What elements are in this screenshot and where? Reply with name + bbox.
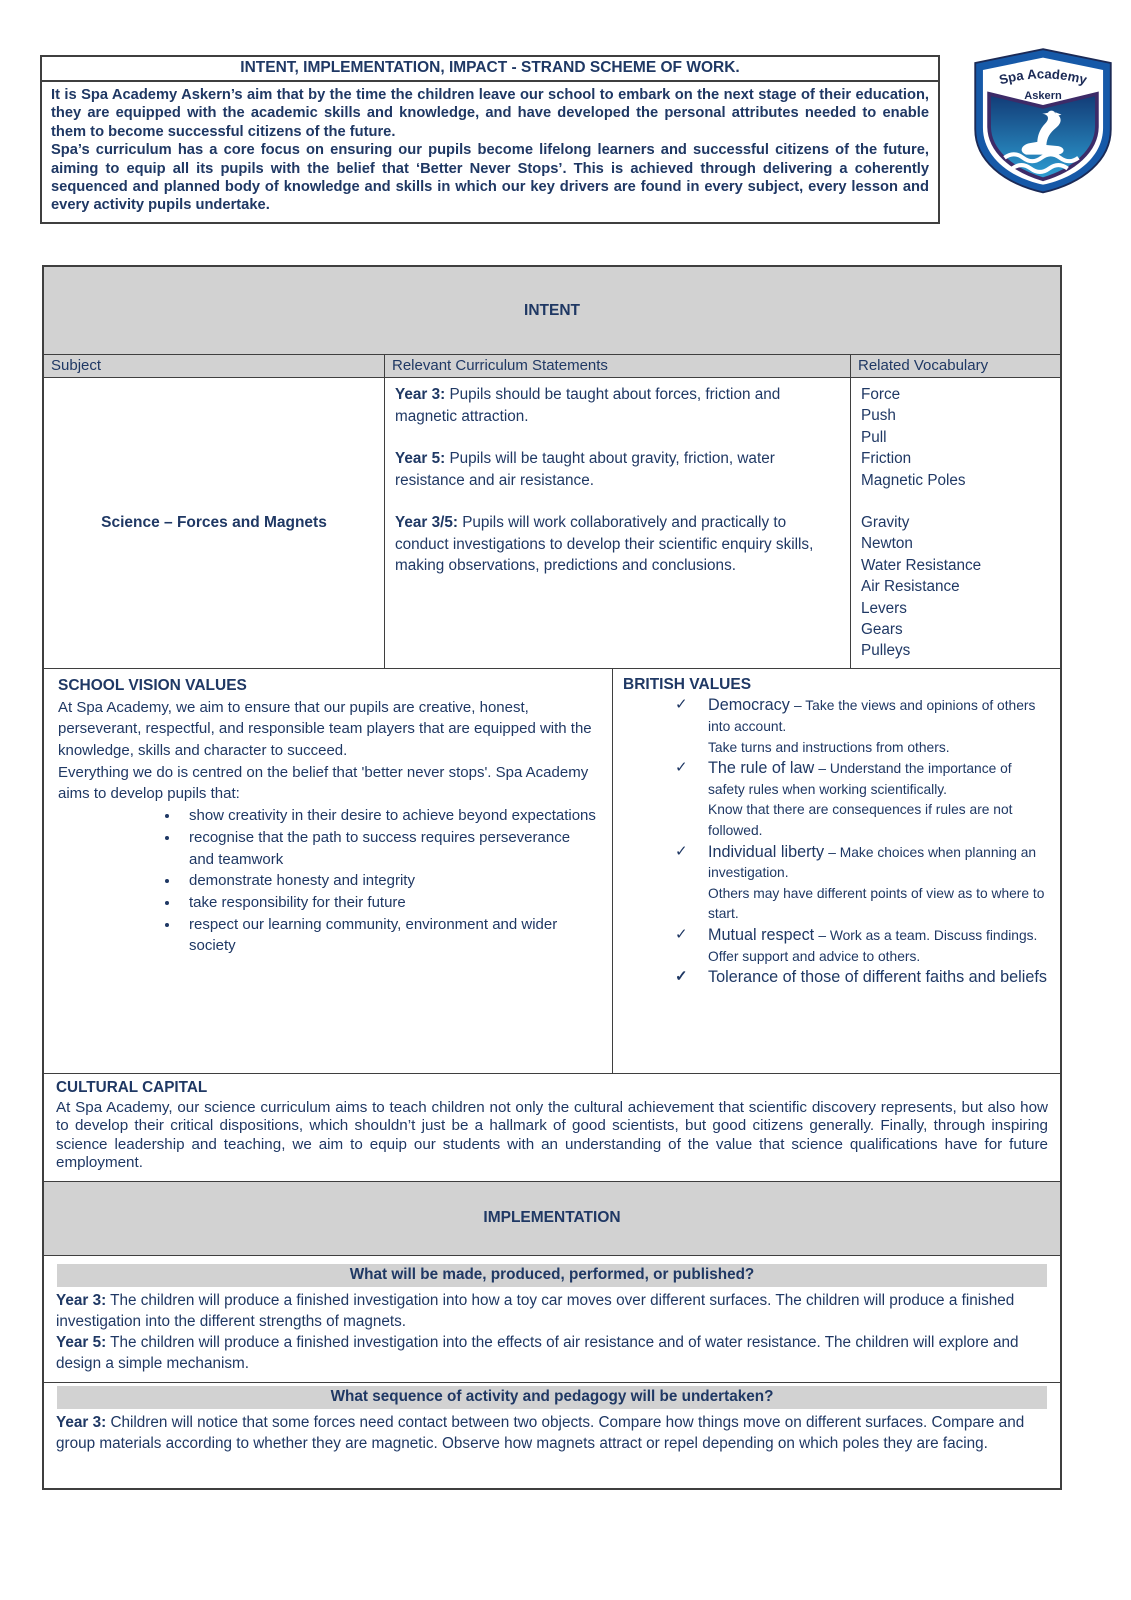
aim-paragraph-2: Spa’s curriculum has a core focus on ensuring our pupils become lifelong learners and successful citizens of the future, aiming to equip all its pupils with the belief that ‘Better Never Stops’. This is achieved through delivering a coherently sequenced and planned body of knowledge and skills in which our key drivers are found in every subject, every lesson and every activity pupils undertake. [51, 142, 929, 214]
vision-bullet-list [58, 805, 599, 957]
intent-banner: INTENT [44, 267, 1060, 355]
column-header-subject: Subject [44, 355, 385, 377]
checkmark-icon: ✓ [675, 968, 688, 986]
subject-cell: Science – Forces and Magnets [44, 378, 385, 668]
column-header-related-vocabulary: Related Vocabulary [858, 357, 989, 374]
checkmark-icon: ✓ [675, 926, 688, 943]
scheme-of-work-table [42, 265, 1062, 1490]
cultural-capital-section [44, 1074, 1060, 1182]
school-crest-logo [966, 46, 1120, 194]
vision-bullet: • show creativity in their desire to achieve beyond expectations [180, 805, 599, 827]
vocab-item: Gravity [861, 514, 910, 532]
british-value-rule-of-law: ✓ The rule of law – Understand the importance of safety rules when working scientifically. Know that there are consequences if rules are not followed. [623, 758, 1052, 841]
q1-year5: Year 5: The children will produce a finished investigation into the effects of air resistance and of water resistance. The children will explore and design a simple mechanism. [56, 1334, 1019, 1373]
swan-shield-icon [966, 46, 1120, 194]
school-vision-values-cell [44, 669, 613, 1073]
british-value-mutual-respect: ✓ Mutual respect – Work as a team. Discuss findings. Offer support and advice to others. [623, 925, 1052, 967]
vision-bullet: • demonstrate honesty and integrity [180, 870, 599, 892]
statement-year5: Year 5: Pupils will be taught about gravity, friction, water resistance and air resistance. [395, 450, 775, 489]
vision-paragraph-2: Everything we do is centred on the belief that 'better never stops'. Spa Academy aims to develop pupils that: [58, 763, 589, 803]
intent-table-body [44, 378, 1060, 669]
british-values-cell [612, 669, 1060, 1073]
curriculum-statements-cell [385, 378, 851, 668]
vocab-item: Newton [861, 535, 913, 553]
question-bar-sequence-pedagogy: What sequence of activity and pedagogy will be undertaken? [57, 1386, 1047, 1409]
svg-text:Askern: Askern [1024, 90, 1062, 103]
vocab-item: Push [861, 407, 896, 425]
implementation-q1-answers [44, 1287, 1060, 1382]
vocab-group-gap [861, 491, 1050, 512]
related-vocabulary-cell [851, 378, 1060, 668]
document-title: INTENT, IMPLEMENTATION, IMPACT - STRAND SCHEME OF WORK. [42, 57, 938, 82]
vision-bullet: • respect our learning community, environment and wider society [180, 914, 599, 957]
vocab-item: Force [861, 386, 901, 403]
vision-paragraph-1: At Spa Academy, we aim to ensure that our pupils are creative, honest, perseverant, respectful, and responsible team players that are equipped with the knowledge, skills and character to succeed. [58, 698, 592, 759]
vocab-item: Magnetic Poles [861, 471, 966, 489]
q2-year3: Year 3: Children will notice that some forces need contact between two objects. Compare how things move on different surfaces. Compare and group materials according to whether they are magnetic. Observe how magnets attract or repel depending on which poles they are facing. [56, 1413, 1025, 1452]
vocab-item: Gears [861, 621, 903, 639]
q1-year3: Year 3: The children will produce a finished investigation into how a toy car moves over different surfaces. The children will produce a finished investigation into the different strengths of magnets. [56, 1291, 1015, 1331]
question-bar-what-made: What will be made, produced, performed, or published? [57, 1264, 1047, 1287]
school-aim-paragraphs [42, 82, 938, 222]
column-header-curriculum-statements: Relevant Curriculum Statements [385, 355, 851, 377]
vocab-item: Levers [861, 599, 907, 617]
intent-column-headers [44, 355, 1060, 378]
implementation-q2-answers [44, 1409, 1060, 1488]
british-value-democracy: ✓ Democracy – Take the views and opinions of others into account. Take turns and instructions from others. [623, 695, 1052, 758]
cultural-capital-heading: CULTURAL CAPITAL [56, 1078, 208, 1096]
british-values-heading: BRITISH VALUES [623, 675, 752, 693]
values-row [44, 669, 1060, 1074]
british-value-individual-liberty: ✓ Individual liberty – Make choices when planning an investigation. Others may have different points of view as to where to start. [623, 842, 1052, 925]
vision-heading: SCHOOL VISION VALUES [58, 676, 247, 694]
statement-year3: Year 3: Pupils should be taught about forces, friction and magnetic attraction. [395, 386, 781, 425]
vocab-item: Pulleys [861, 642, 911, 660]
svg-text:Spa Academy: Spa Academy [997, 66, 1089, 88]
scheme-header-box [40, 55, 940, 224]
statement-year35: Year 3/5: Pupils will work collaboratively and practically to conduct investigations to develop their scientific enquiry skills, making observations, predictions and conclusions. [395, 514, 814, 574]
vocab-item: Water Resistance [861, 556, 982, 574]
checkmark-icon: ✓ [675, 759, 688, 777]
vocab-item: Friction [861, 450, 912, 468]
aim-paragraph-1: It is Spa Academy Askern’s aim that by the time the children leave our school to embark on the next stage of their education, they are equipped with the academic skills and knowledge, and have developed the personal attributes needed to enable them to become successful citizens of the future. [51, 87, 929, 140]
vision-bullet: • take responsibility for their future [180, 892, 599, 914]
british-value-tolerance: ✓ Tolerance of those of different faiths and beliefs [623, 967, 1052, 989]
cultural-capital-text: At Spa Academy, our science curriculum aims to teach children not only the cultural achievement that scientific discovery represents, but also how to develop their critical dispositions, which shouldn’t just be a hallmark of good scientists, but good citizens generally. Finally, through inspiring science leadership and teaching, we aim to equip our students with an understanding of the value that science qualifications have for future employment. [56, 1098, 1048, 1172]
checkmark-icon: ✓ [675, 696, 688, 714]
vocab-item: Pull [861, 428, 887, 446]
vocab-item: Air Resistance [861, 578, 960, 596]
vision-bullet: • recognise that the path to success requires perseverance and teamwork [180, 827, 599, 870]
checkmark-icon: ✓ [675, 842, 688, 860]
implementation-banner: IMPLEMENTATION [44, 1182, 1060, 1256]
